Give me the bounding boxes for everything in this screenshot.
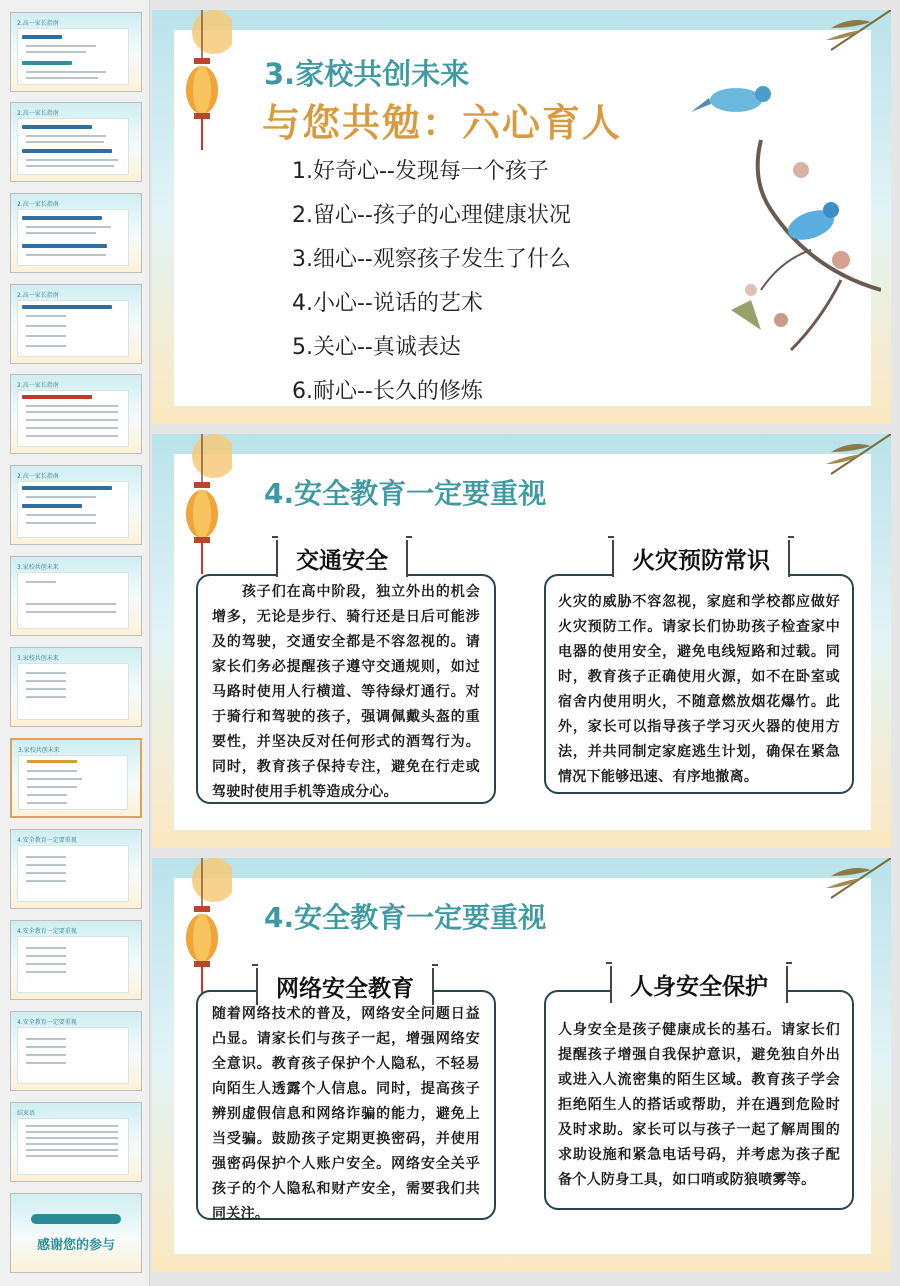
list-item: 2.留心--孩子的心理健康状况	[292, 203, 571, 228]
slide-title: 3.家校共创未来	[264, 57, 470, 91]
thumbnail-content	[17, 390, 129, 447]
thumbnail-content	[17, 845, 129, 902]
thumbnail-title: 2.高一家长指南	[17, 110, 59, 117]
lantern-icon	[172, 434, 232, 594]
card-text: 随着网络技术的普及，网络安全问题日益凸显。请家长们与孩子一起，增强网络安全意识。教育孩子保护个人隐私，不轻易向陌生人透露个人信息。同时，提高孩子辨别虚假信息和网络诈骗的能力，避免上当受骗。鼓励孩子定期更换密码，并使用强密码保护个人账户安全。网络安全关乎孩子的个人隐私和财产安全，需要我们共同关注。	[212, 1006, 480, 1222]
slide-thumbnail-6[interactable]	[10, 465, 142, 545]
slide-thumbnail-5[interactable]	[10, 374, 142, 454]
traffic-safety-card	[196, 574, 496, 804]
slide-thumbnail-13[interactable]	[10, 1102, 142, 1182]
slide-thumbnail-14[interactable]	[10, 1193, 142, 1273]
thumbnail-title: 2.高一家长指南	[17, 473, 59, 480]
thumbnail-title: 3.家校共创未来	[17, 564, 59, 571]
slide-thumbnail-11[interactable]	[10, 920, 142, 1000]
thumbnail-content	[17, 1027, 129, 1084]
fire-prevention-card	[544, 574, 854, 794]
thumbnail-content	[17, 572, 129, 629]
thumbnail-content	[17, 28, 129, 85]
bird-branch-illustration	[691, 60, 881, 400]
slide-title: 4.安全教育一定要重视	[264, 477, 547, 510]
thumbnail-title: 2.高一家长指南	[17, 20, 59, 27]
list-item: 5.关心--真诚表达	[292, 335, 461, 360]
bamboo-leaf-icon	[791, 858, 891, 928]
slide-subtitle: 与您共勉：六心育人	[262, 101, 623, 145]
thumbnail-title: 2.高一家长指南	[17, 292, 59, 299]
lantern-icon	[172, 10, 232, 170]
thumbnail-title: 结束语	[17, 1110, 36, 1117]
slide-thumbnail-8[interactable]	[10, 647, 142, 727]
six-hearts-list	[292, 150, 571, 414]
card-text: 火灾的威胁不容忽视，家庭和学校都应做好火灾预防工作。请家长们协助孩子检查家中电器的使用安全，避免电线短路和过载。同时，教育孩子正确使用火源，如不在卧室或宿舍内使用明火，不随意燃放烟花爆竹。此外，家长可以指导孩子学习灭火器的使用方法，并共同制定家庭逃生计划，确保在紧急情况下能够迅速、有序地撤离。	[558, 594, 840, 785]
personal-safety-card	[544, 990, 854, 1210]
card-text: 孩子们在高中阶段，独立外出的机会增多，无论是步行、骑行还是日后可能涉及的驾驶，交通安全都是不容忽视的。请家长们务必提醒孩子遵守交通规则，如过马路时使用人行横道、等待绿灯通行。对于骑行和驾驶的孩子，强调佩戴头盔的重要性，并坚决反对任何形式的酒驾行为。同时，教育孩子保持专注，避免在行走或驾驶时使用手机等造成分心。	[212, 584, 480, 800]
slide-thumbnail-4[interactable]	[10, 284, 142, 364]
thumbnail-title: 3.家校共创未来	[18, 747, 60, 754]
thumbnail-content	[17, 481, 129, 538]
card-label: 人身安全保护	[610, 966, 788, 1003]
slide-thumbnail-1[interactable]	[10, 12, 142, 92]
slide-thumbnail-panel	[0, 0, 150, 1286]
slide-thumbnail-12[interactable]	[10, 1011, 142, 1091]
thumbnail-content	[17, 663, 129, 720]
slide-thumbnail-3[interactable]	[10, 193, 142, 273]
thumbnail-content	[17, 1118, 129, 1175]
thumbnail-end-title: 感谢您的参与	[36, 1238, 115, 1253]
thumbnail-content	[17, 118, 129, 175]
list-item: 3.细心--观察孩子发生了什么	[292, 247, 571, 272]
slide-safety-1	[152, 434, 891, 848]
thumbnail-content	[17, 300, 129, 357]
card-text: 人身安全是孩子健康成长的基石。请家长们提醒孩子增强自我保护意识，避免独自外出或进入人流密集的陌生区域。教育孩子学会拒绝陌生人的搭话或帮助，并在遇到危险时及时求助。家长可以与孩子一起了解周围的求助设施和紧急电话号码，并考虑为孩子配备个人防身工具，如口哨或防狼喷雾等。	[558, 1022, 840, 1188]
thumbnail-content	[17, 209, 129, 266]
thumbnail-content	[17, 936, 129, 993]
card-label: 网络安全教育	[256, 968, 434, 1005]
card-label: 火灾预防常识	[612, 540, 790, 577]
slide-thumbnail-9-active[interactable]	[10, 738, 142, 818]
list-item: 4.小心--说话的艺术	[292, 291, 483, 316]
cyber-safety-card	[196, 990, 496, 1220]
list-item: 1.好奇心--发现每一个孩子	[292, 159, 549, 184]
slide-safety-2	[152, 858, 891, 1272]
thumbnail-title: 4.安全教育一定要重视	[17, 837, 77, 844]
slide-thumbnail-2[interactable]	[10, 102, 142, 182]
thumbnail-content	[18, 755, 128, 810]
thumbnail-title: 2.高一家长指南	[17, 201, 59, 208]
slide-title: 4.安全教育一定要重视	[264, 901, 547, 934]
slide-thumbnail-7[interactable]	[10, 556, 142, 636]
list-item: 6.耐心--长久的修炼	[292, 379, 483, 404]
thumbnail-title: 3.家校共创未来	[17, 655, 59, 662]
card-label: 交通安全	[276, 540, 408, 577]
thumbnail-title: 4.安全教育一定要重视	[17, 1019, 77, 1026]
thumbnail-title: 4.安全教育一定要重视	[17, 928, 77, 935]
bamboo-leaf-icon	[791, 434, 891, 504]
thumbnail-title: 2.高一家长指南	[17, 382, 59, 389]
thumbnail-banner	[31, 1214, 121, 1224]
slide-six-hearts	[152, 10, 891, 424]
slide-thumbnail-10[interactable]	[10, 829, 142, 909]
